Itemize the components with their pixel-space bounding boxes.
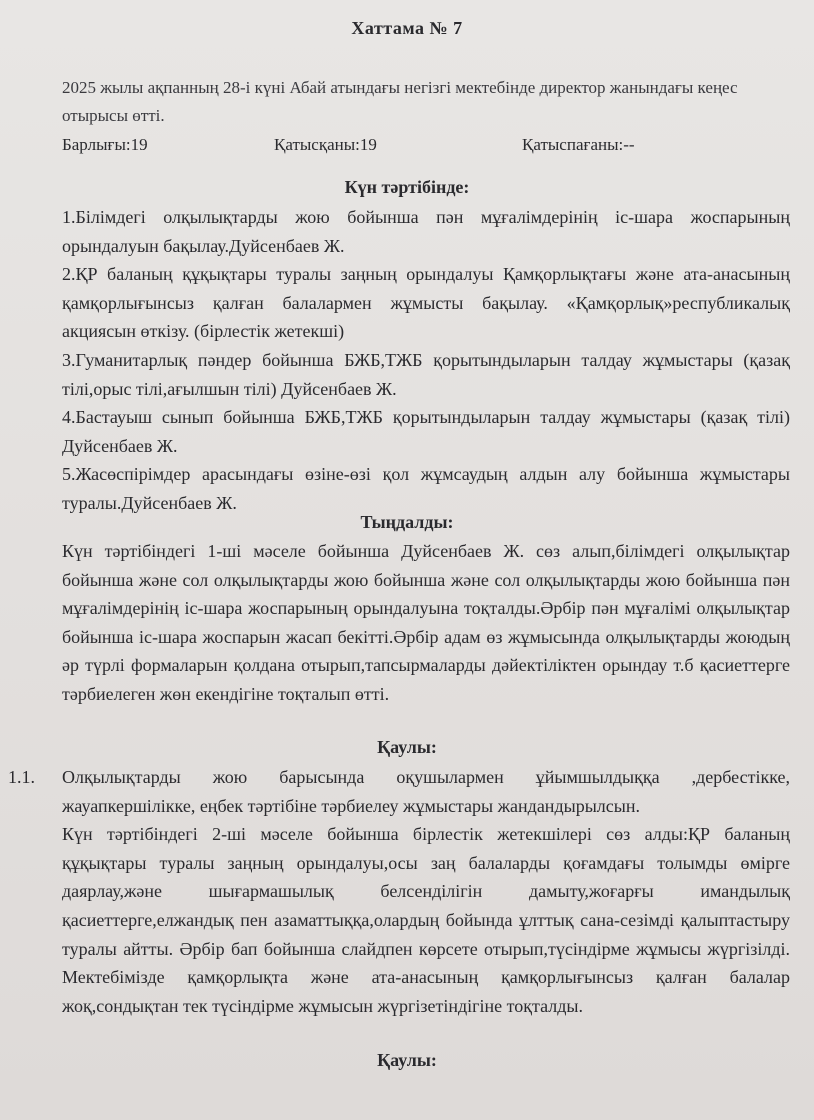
meeting-intro: 2025 жылы ақпанның 28-і күні Абай атындағы негізгі мектебінде директор жанындағы кеңес отырысы өтті. xyxy=(62,78,738,125)
agenda-item-2: 2.ҚР баланың құқықтары туралы заңның орындалуы Қамқорлықтағы және ата-анасының қамқорлығынсыз қалған балалармен жұмысты бақылау. «Қамқорлық»республикалық акциясын өткізу. (бірлестік жетекші) xyxy=(62,264,790,342)
document-title: Хаттама № 7 xyxy=(351,18,463,38)
agenda-item-3: 3.Гуманитарлық пәндер бойынша БЖБ,ТЖБ қорытындыларын талдау жұмыстары (қазақ тілі,орыс тілі,ағылшын тілі) Дуйсенбаев Ж. xyxy=(62,349,790,399)
agenda-heading: Күн тәртібінде: xyxy=(344,177,470,197)
absent-count: Қатыспағаны:-- xyxy=(522,135,635,154)
decision-number: 1.1. xyxy=(8,767,35,787)
agenda-list xyxy=(62,203,790,518)
agenda-item-5: 5.Жасөспірімдер арасындағы өзіне-өзі қол жұмсаудың алдын алу бойынша жұмыстары туралы.Дуйсенбаев Ж. xyxy=(62,464,790,513)
decision-block xyxy=(62,763,790,1020)
decision-text: Олқылықтарды жою барысында оқушылармен ұйымшылдыққа ,дербестікке, жауапкершілікке, еңбек тәртібіне тәрбиелеу жұмыстары жандандырылсын. xyxy=(62,767,790,816)
listened-heading: Тыңдалды: xyxy=(360,512,454,532)
total-count: Барлығы:19 xyxy=(62,135,148,154)
decision-heading-1: Қаулы: xyxy=(377,737,437,757)
agenda-item-1: 1.Білімдегі олқылықтарды жою бойынша пән мұғалімдерінің іс-шара жоспарының орындалуын бақылау.Дуйсенбаев Ж. xyxy=(62,207,790,256)
present-count: Қатысқаны:19 xyxy=(274,135,377,154)
listened-text: Күн тәртібіндегі 1-ші мәселе бойынша Дуйсенбаев Ж. сөз алып,білімдегі олқылықтар бойынша және сол олқылықтарды жою бойынша және сол олқылықтарды жою бойынша пән мұғалімдерінің іс-шара жоспарының орындалуына тоқталды.Әрбір пән мұғалімі олқылықтар бойынша іс-шара жоспарын жасап бекітті.Әрбір адам өз жұмысында олқылықтарды жоюдың әр түрлі формаларын қолдана отырып,тапсырмаларды дәйектіліктен орындау т.б қасиеттерге тәрбиелеген жөн екендігіне тоқталып өтті. xyxy=(62,541,790,704)
agenda-item-4: 4.Бастауыш сынып бойынша БЖБ,ТЖБ қорытындыларын талдау жұмыстары (қазақ тілі) Дуйсенбаев Ж. xyxy=(62,407,790,456)
attendance-counts xyxy=(62,131,792,159)
decision-heading-2: Қаулы: xyxy=(377,1050,437,1070)
agenda-item-2-discussion: Күн тәртібіндегі 2-ші мәселе бойынша бірлестік жетекшілері сөз алды:ҚР баланың құқықтары туралы заңның орындалуы,осы заң балаларды қоғамдағы толымды өмірге даярлау,және шығармашылық белсенділігін дамыту,жоғарғы имандылық қасиеттерге,елжандық пен азаматтыққа,олардың бойында ұлттық сана-сезімді қалыптастыру туралы айтты. Әрбір бап бойынша слайдпен көрсете отырып,түсіндірме жұмысы жүргізілді. Мектебімізде қамқорлықта және ата-анасының қамқорлығынсыз қалған балалар жоқ,сондықтан тек түсіндірме жұмысын жүргізетіндігіне тоқталды. xyxy=(62,824,790,1016)
